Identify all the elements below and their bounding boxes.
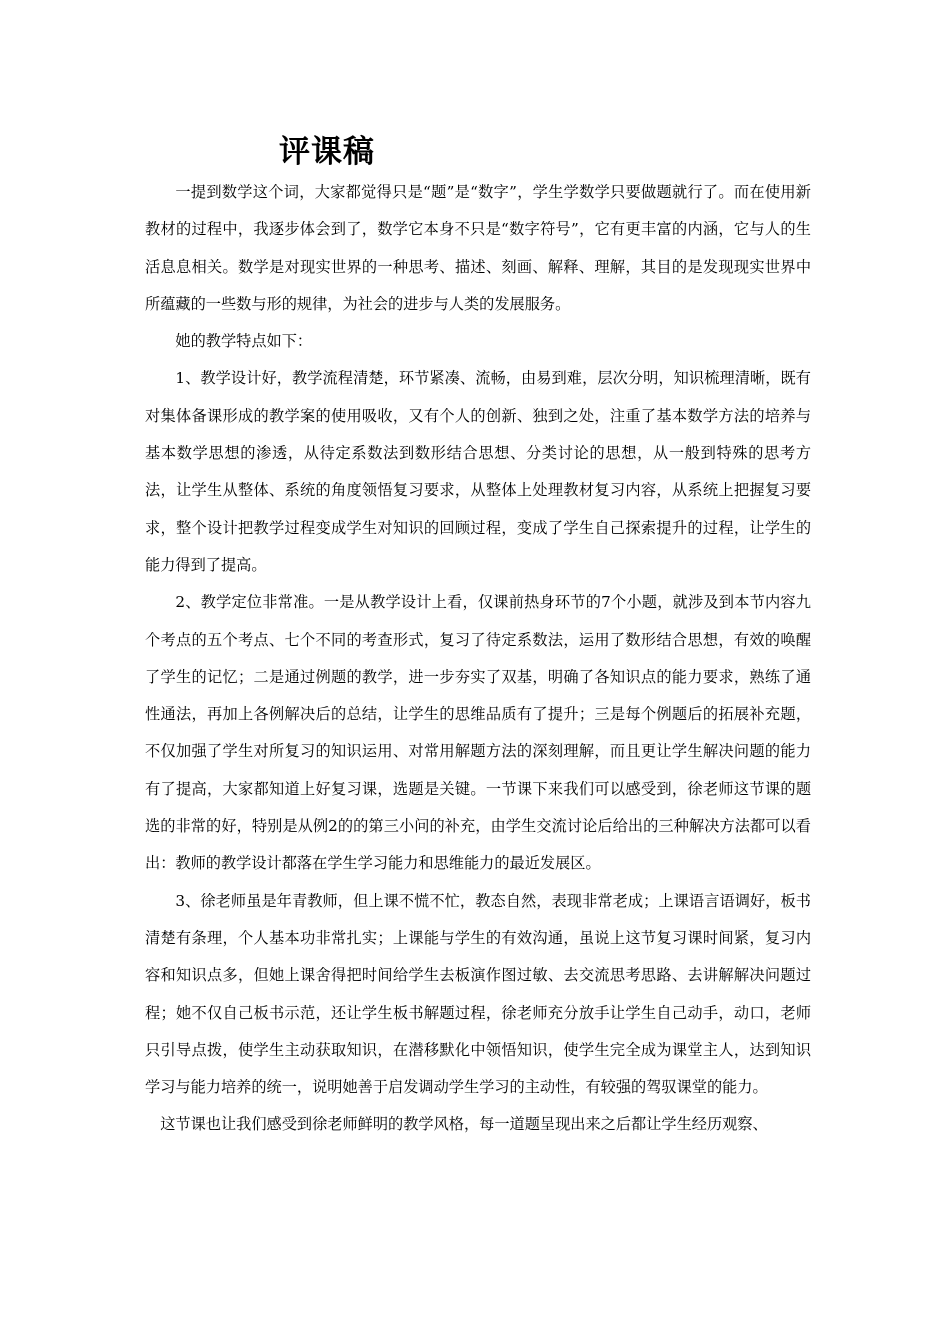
paragraph-closing: 这节课也让我们感受到徐老师鲜明的教学风格，每一道题呈现出来之后都让学生经历观察、 <box>160 1115 768 1134</box>
paragraph-features-heading: 她的教学特点如下： <box>175 332 313 351</box>
paragraph-point-3: 3、徐老师虽是年青教师，但上课不慌不忙，教态自然，表现非常老成；上课语言语调好，板书清楚有条理，个人基本功非常扎实；上课能与学生的有效沟通，虽说上这节复习课时间紧，复习内容和知识点多，但她上课舍得把时间给学生去板演作图过敏、去交流思考思路、去讲解解决问题过程；她不仅自己板书示范，还让学生板书解题过程，徐老师充分放手让学生自己动手，动口，老师只引导点拨，使学生主动获取知识，在潜移默化中领悟知识，使学生完全成为课堂主人，达到知识学习与能力培养的统一，说明她善于启发调动学生学习的主动性，有较强的驾驭课堂的能力。 <box>145 891 811 1097</box>
paragraph-point-2: 2、教学定位非常准。一是从教学设计上看，仅课前热身环节的7个小题，就涉及到本节内容九个考点的五个考点、七个不同的考查形式，复习了待定系数法，运用了数形结合思想，有效的唤醒了学生的记忆；二是通过例题的教学，进一步夯实了双基，明确了各知识点的能力要求，熟练了通性通法，再加上各例解决后的总结，让学生的思维品质有了提升；三是每个例题后的拓展补充题，不仅加强了学生对所复习的知识运用、对常用解题方法的深刻理解，而且更让学生解决问题的能力有了提高，大家都知道上好复习课，选题是关键。一节课下来我们可以感受到，徐老师这节课的题选的非常的好，特别是从例2的的第三小问的补充，由学生交流讨论后给出的三种解决方法都可以看出：教师的教学设计都落在学生学习能力和思维能力的最近发展区。 <box>145 593 811 873</box>
paragraph-point-1: 1、教学设计好，教学流程清楚，环节紧凑、流畅，由易到难，层次分明，知识梳理清晰，既有对集体备课形成的教学案的使用吸收，又有个人的创新、独到之处，注重了基本数学方法的培养与基本数学思想的渗透，从待定系数法到数形结合思想、分类讨论的思想，从一般到特殊的思考方法，让学生从整体、系统的角度领悟复习要求，从整体上处理教材复习内容，从系统上把握复习要求，整个设计把教学过程变成学生对知识的回顾过程，变成了学生自己探索提升的过程，让学生的能力得到了提高。 <box>145 369 811 574</box>
paragraph-intro: 一提到数学这个词，大家都觉得只是“题”是“数字”，学生学数学只要做题就行了。而在使用新教材的过程中，我逐步体会到了，数学它本身不只是“数字符号”，它有更丰富的内涵，它与人的生活息息相关。数学是对现实世界的一种思考、描述、刻画、解释、理解，其目的是发现现实世界中所蕴藏的一些数与形的规律，为社会的进步与人类的发展服务。 <box>145 183 811 313</box>
document-body <box>145 174 811 1144</box>
document-title: 评课稿 <box>279 134 375 170</box>
